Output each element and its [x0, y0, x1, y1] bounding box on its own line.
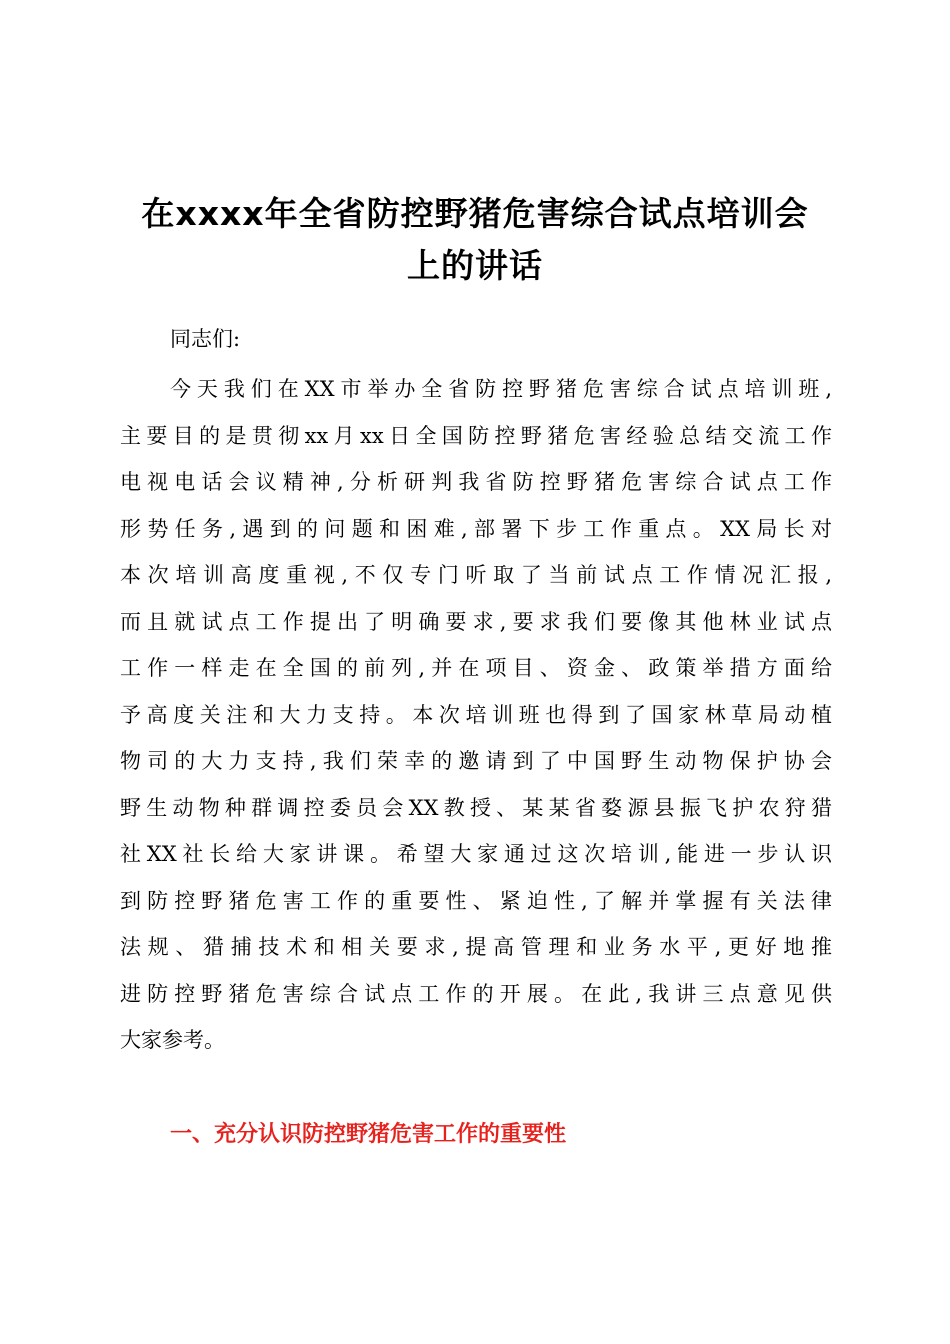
- paragraph-line: 法规、猎捕技术和相关要求,提高管理和业务水平,更好地推: [120, 935, 832, 959]
- paragraph-line: 大家参考。: [120, 1028, 225, 1052]
- paragraph-line: 进防控野猪危害综合试点工作的开展。在此,我讲三点意见供: [120, 981, 832, 1006]
- paragraph-line: 电视电话会议精神,分析研判我省防控野猪危害综合试点工作: [120, 470, 832, 494]
- paragraph-line: 予高度关注和大力支持。本次培训班也得到了国家林草局动植: [120, 702, 832, 727]
- paragraph-line: 本次培训高度重视,不仅专门听取了当前试点工作情况汇报,: [120, 563, 832, 587]
- salutation: 同志们:: [170, 327, 241, 351]
- document-title: [120, 188, 830, 292]
- paragraph-line: 工作一样走在全国的前列,并在项目、资金、政策举措方面给: [120, 656, 832, 680]
- paragraph-line: 社XX社长给大家讲课。希望大家通过这次培训,能进一步认识: [120, 842, 832, 866]
- paragraph-line: 到防控野猪危害工作的重要性、紧迫性,了解并掌握有关法律: [120, 888, 832, 913]
- paragraph-line: 野生动物种群调控委员会XX教授、某某省婺源县振飞护农狩猎: [120, 795, 832, 820]
- paragraph-line: 主要目的是贯彻xx月xx日全国防控野猪危害经验总结交流工作: [120, 423, 832, 448]
- title-line-2: 上的讲话: [407, 246, 543, 285]
- paragraph-line: 今天我们在XX市举办全省防控野猪危害综合试点培训班,: [170, 377, 832, 401]
- paragraph-line: 物司的大力支持,我们荣幸的邀请到了中国野生动物保护协会: [120, 749, 832, 773]
- body-paragraph: [120, 366, 832, 1064]
- title-line-1: 在xxxx年全省防控野猪危害综合试点培训会: [141, 194, 809, 233]
- paragraph-line: 形势任务,遇到的问题和困难,部署下步工作重点。XX局长对: [120, 516, 832, 541]
- section-heading: 一、充分认识防控野猪危害工作的重要性: [170, 1122, 567, 1147]
- paragraph-line: 而且就试点工作提出了明确要求,要求我们要像其他林业试点: [120, 609, 832, 634]
